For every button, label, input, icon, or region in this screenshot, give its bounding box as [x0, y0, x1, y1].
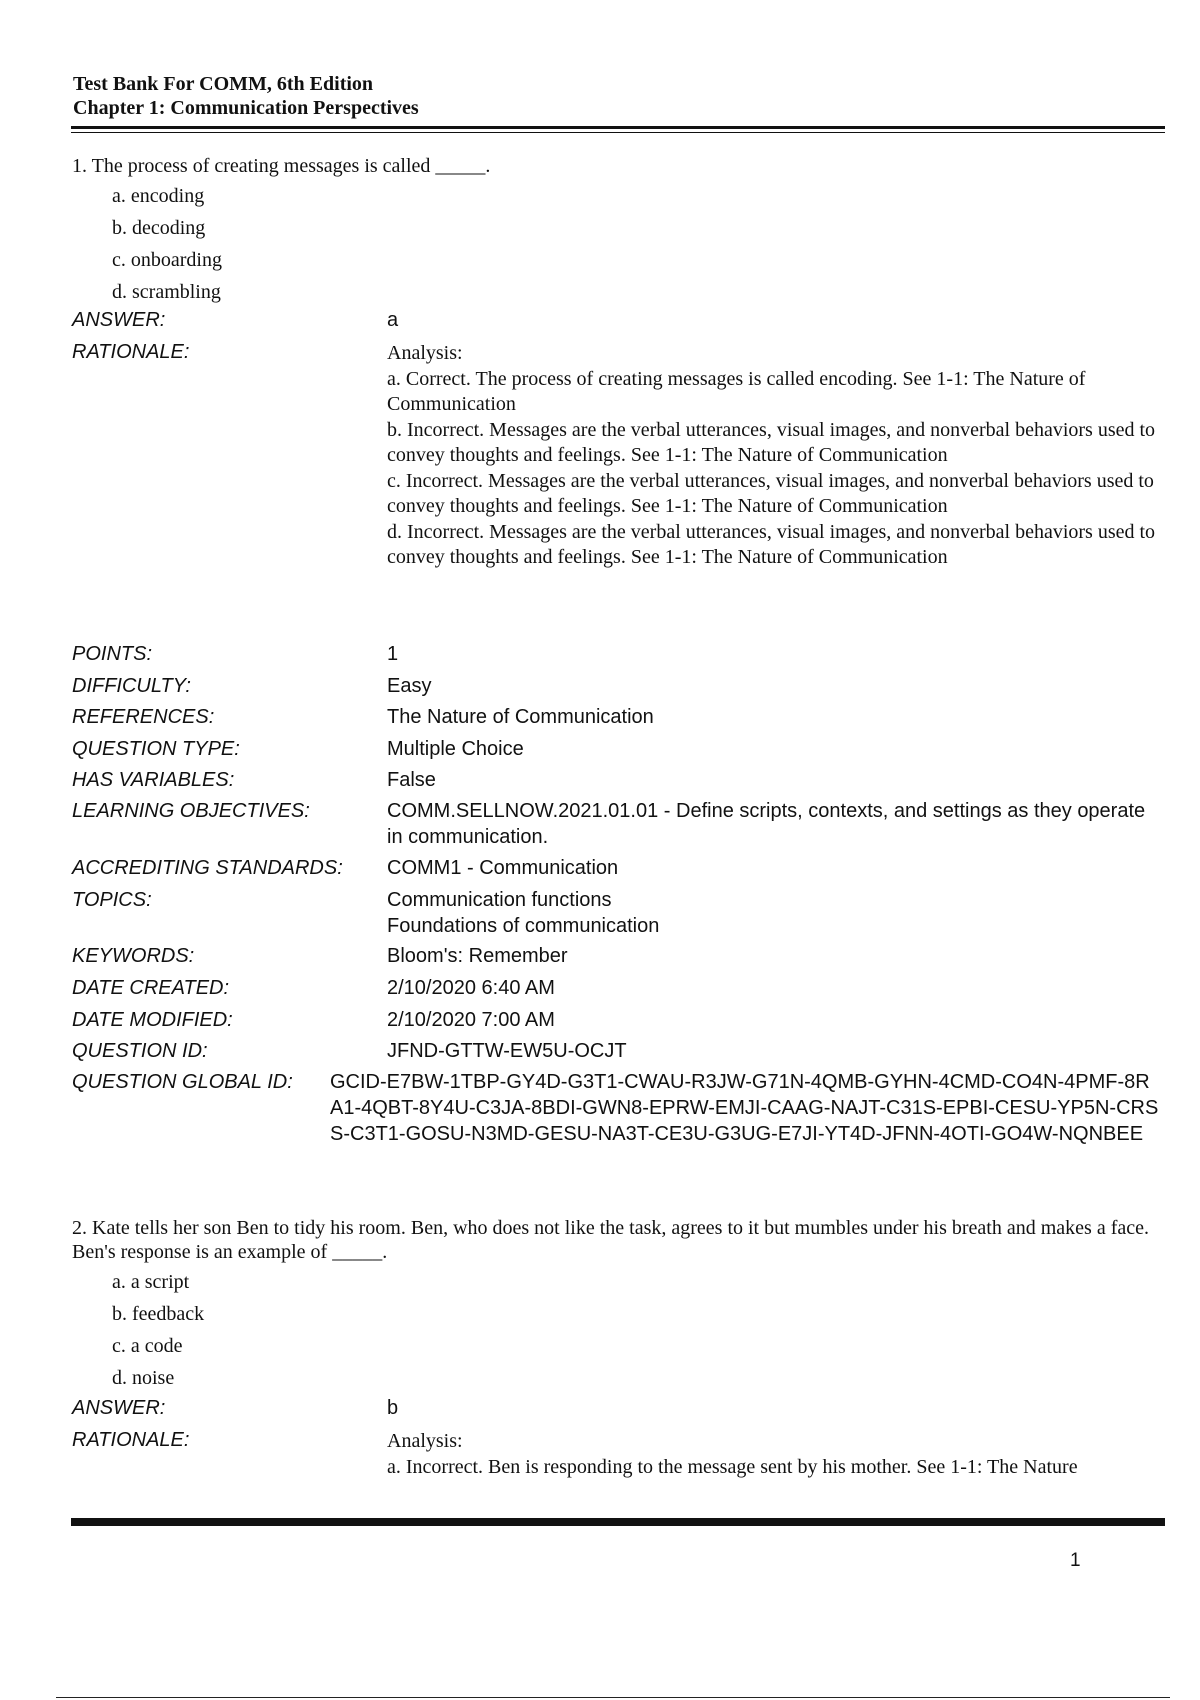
rationale-a: a. Correct. The process of creating messages is called encoding. See 1-1: The Nature of Communication	[387, 367, 1086, 415]
difficulty-row	[72, 673, 1162, 704]
references-value: The Nature of Communication	[387, 706, 654, 728]
date-created-value: 2/10/2020 6:40 AM	[387, 977, 555, 999]
rationale-heading: Analysis:	[387, 342, 463, 364]
question-id-label: QUESTION ID:	[72, 1040, 208, 1062]
points-row	[72, 641, 1162, 673]
answer-label: ANSWER:	[72, 1397, 166, 1419]
option-b: b. decoding	[112, 217, 206, 239]
question-id-value: JFND-GTTW-EW5U-OCJT	[387, 1040, 627, 1062]
learning-objectives-row	[72, 798, 1162, 855]
accrediting-standards-label: ACCREDITING STANDARDS:	[72, 857, 343, 879]
accrediting-standards-row	[72, 855, 1162, 887]
document-title: Test Bank For COMM, 6th Edition	[73, 73, 374, 95]
learning-objectives-value: COMM.SELLNOW.2021.01.01 - Define scripts, contexts, and settings as they operate in communication.	[387, 800, 1146, 848]
question-2-stem: 2. Kate tells her son Ben to tidy his room. Ben, who does not like the task, agrees to it but mumbles under his breath and makes a face. Ben's response is an example of _____.	[72, 1217, 1149, 1263]
date-created-row	[72, 975, 1162, 1007]
page-header	[73, 72, 419, 120]
topic-item: Foundations of communication	[387, 915, 660, 937]
learning-objectives-label: LEARNING OBJECTIVES:	[72, 800, 310, 822]
rationale-text	[387, 1427, 1162, 1480]
question-global-id-row	[72, 1069, 1162, 1147]
rationale-c: c. Incorrect. Messages are the verbal utterances, visual images, and nonverbal behaviors used to convey thoughts and feelings. See 1-1: The Nature of Communication	[387, 469, 1154, 517]
question-global-id-value: GCID-E7BW-1TBP-GY4D-G3T1-CWAU-R3JW-G71N-4QMB-GYHN-4CMD-CO4N-4PMF-8RA1-4QBT-8Y4U-C3JA-8BDI-GWN8-EPRW-EMJI-CAAG-NAJT-C31S-EPBI-CESU-YP5N-CRSS-C3T1-GOSU-N3MD-GESU-NA3T-CE3U-G3UG-E7JI-YT4D-JFNN-4OTI-GO4W-NQNBEE	[330, 1071, 1159, 1145]
rationale-label: RATIONALE:	[72, 341, 190, 363]
question-type-label: QUESTION TYPE:	[72, 738, 240, 760]
date-modified-value: 2/10/2020 7:00 AM	[387, 1009, 555, 1031]
date-modified-row	[72, 1007, 1162, 1038]
rationale-row	[72, 1427, 1162, 1480]
keywords-row	[72, 943, 1162, 975]
rationale-heading: Analysis:	[387, 1430, 463, 1452]
rationale-d: d. Incorrect. Messages are the verbal utterances, visual images, and nonverbal behaviors used to convey thoughts and feelings. See 1-1: The Nature of Communication	[387, 520, 1156, 568]
option-c: c. a code	[112, 1335, 183, 1357]
points-label: POINTS:	[72, 643, 153, 665]
option-a: a. encoding	[112, 185, 205, 207]
has-variables-row	[72, 767, 1162, 798]
question-1-metadata	[72, 307, 1162, 1147]
rationale-b: b. Incorrect. Messages are the verbal utterances, visual images, and nonverbal behaviors used to convey thoughts and feelings. See 1-1: The Nature of Communication	[387, 418, 1156, 466]
answer-row	[72, 1395, 1162, 1427]
accrediting-standards-value: COMM1 - Communication	[387, 857, 619, 879]
option-d: d. noise	[112, 1367, 175, 1389]
references-row	[72, 704, 1162, 736]
footer-rule	[71, 1518, 1165, 1526]
topics-label: TOPICS:	[72, 889, 152, 911]
rationale-row	[72, 339, 1162, 641]
points-value: 1	[387, 643, 399, 665]
references-label: REFERENCES:	[72, 706, 215, 728]
answer-row	[72, 307, 1162, 339]
option-c: c. onboarding	[112, 249, 222, 271]
keywords-label: KEYWORDS:	[72, 945, 195, 967]
question-global-id-label: QUESTION GLOBAL ID:	[72, 1071, 293, 1093]
question-type-value: Multiple Choice	[387, 738, 524, 760]
answer-label: ANSWER:	[72, 309, 166, 331]
topics-row	[72, 887, 1162, 943]
difficulty-value: Easy	[387, 675, 432, 697]
option-a: a. a script	[112, 1271, 190, 1293]
has-variables-label: HAS VARIABLES:	[72, 769, 235, 791]
answer-value: b	[387, 1397, 399, 1419]
option-d: d. scrambling	[112, 281, 221, 303]
question-2-metadata	[72, 1395, 1162, 1480]
topics-value	[387, 887, 1162, 939]
page-edge-rule	[56, 1697, 1170, 1698]
question-id-row	[72, 1038, 1162, 1069]
date-created-label: DATE CREATED:	[72, 977, 230, 999]
has-variables-value: False	[387, 769, 436, 791]
question-1-stem: 1. The process of creating messages is called _____.	[72, 155, 491, 177]
header-rule-thick	[71, 126, 1165, 129]
question-1-options	[112, 180, 222, 308]
rationale-text	[387, 339, 1162, 571]
chapter-title: Chapter 1: Communication Perspectives	[73, 97, 419, 119]
question-type-row	[72, 736, 1162, 767]
rationale-a: a. Incorrect. Ben is responding to the message sent by his mother. See 1-1: The Nature	[387, 1455, 1078, 1478]
page-number: 1	[1070, 1550, 1081, 1571]
option-b: b. feedback	[112, 1303, 205, 1325]
answer-value: a	[387, 309, 399, 331]
keywords-value: Bloom's: Remember	[387, 945, 568, 967]
question-2-options	[112, 1266, 204, 1394]
rationale-label: RATIONALE:	[72, 1429, 190, 1451]
date-modified-label: DATE MODIFIED:	[72, 1009, 233, 1031]
difficulty-label: DIFFICULTY:	[72, 675, 191, 697]
header-rule-thin	[71, 132, 1165, 133]
topic-item: Communication functions	[387, 889, 612, 911]
